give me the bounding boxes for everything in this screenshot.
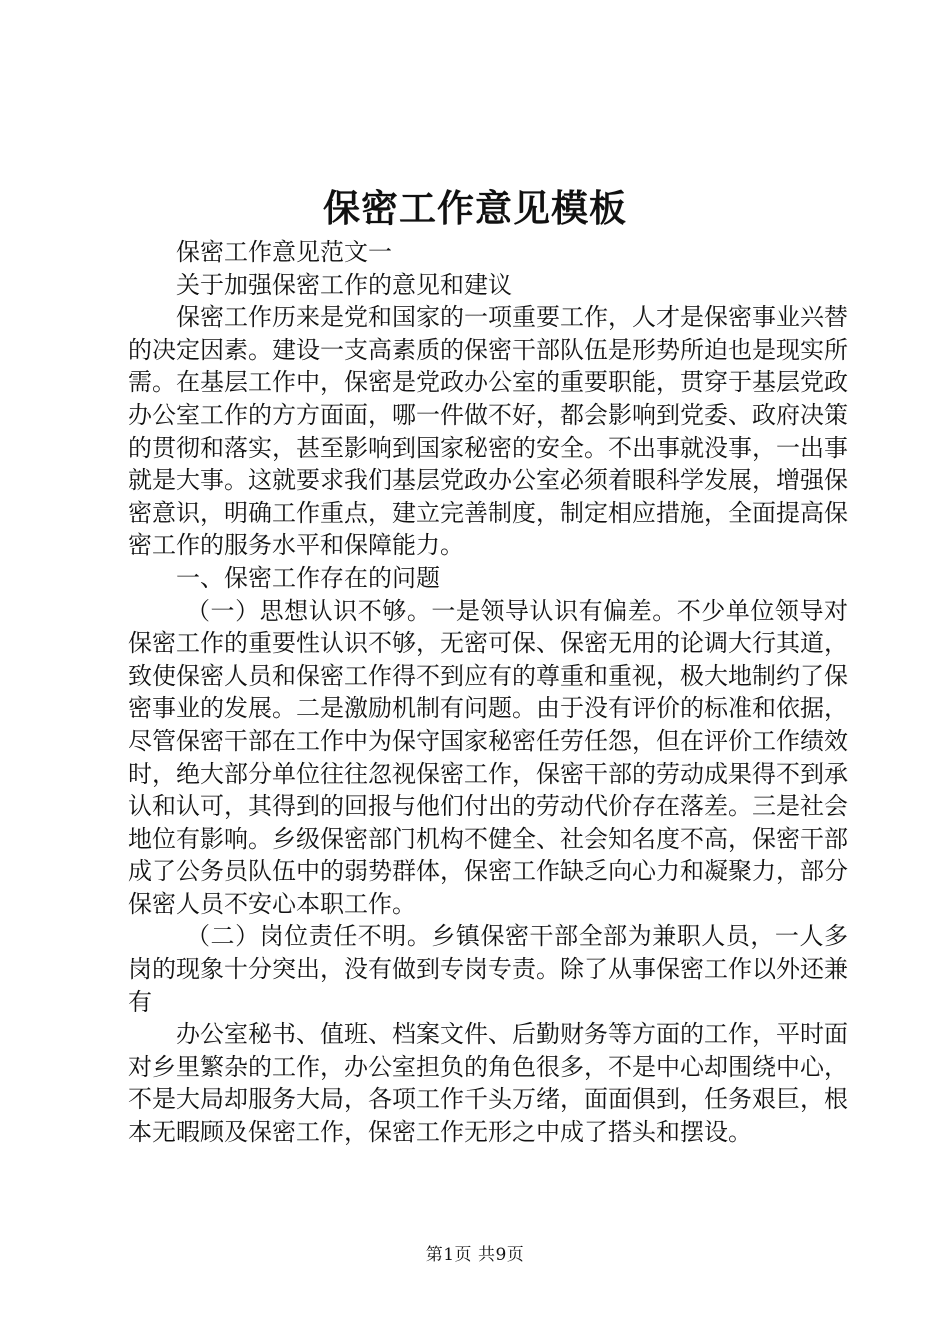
section-heading: 一、保密工作存在的问题 [176,563,440,592]
paragraph-problem-2: （二）岗位责任不明。乡镇保密干部全部为兼职人员，一人多岗的现象十分突出，没有做到专岗专责。除了从事保密工作以外还兼有 [128,922,848,1016]
paragraph-continuation: 办公室秘书、值班、档案文件、后勤财务等方面的工作，平时面对乡里繁杂的工作，办公室担负的角色很多，不是中心却围绕中心，不是大局却服务大局，各项工作千头万绪，面面俱到，任务艰巨，根本无暇顾及保密工作，保密工作无形之中成了搭头和摆设。 [128,1020,848,1147]
paragraph-subtitle-2: 关于加强保密工作的意见和建议 [176,270,512,299]
paragraph-problem-1: （一）思想认识不够。一是领导认识有偏差。不少单位领导对保密工作的重要性认识不够，无密可保、保密无用的论调大行其道，致使保密人员和保密工作得不到应有的尊重和重视，极大地制约了保密事业的发展。二是激励机制有问题。由于没有评价的标准和依据，尽管保密干部在工作中为保守国家秘密任劳任怨，但在评价工作绩效时，绝大部分单位往往忽视保密工作，保密干部的劳动成果得不到承认和认可，其得到的回报与他们付出的劳动代价存在落差。三是社会地位有影响。乡级保密部门机构不健全、社会知名度不高，保密干部成了公务员队伍中的弱势群体，保密工作缺乏向心力和凝聚力，部分保密人员不安心本职工作。 [128,596,848,918]
document-body [128,236,848,1149]
paragraph-intro: 保密工作历来是党和国家的一项重要工作，人才是保密事业兴替的决定因素。建设一支高素质的保密干部队伍是形势所迫也是现实所需。在基层工作中，保密是党政办公室的重要职能，贯穿于基层党政办公室工作的方方面面，哪一件做不好，都会影响到党委、政府决策的贯彻和落实，甚至影响到国家秘密的安全。不出事就没事，一出事就是大事。这就要求我们基层党政办公室必须着眼科学发展，增强保密意识，明确工作重点，建立完善制度，制定相应措施，全面提高保密工作的服务水平和保障能力。 [128,303,848,560]
page-number-footer: 第1页 共9页 [425,1245,525,1265]
document-title: 保密工作意见模板 [323,186,627,230]
paragraph-subtitle-1: 保密工作意见范文一 [176,238,392,266]
